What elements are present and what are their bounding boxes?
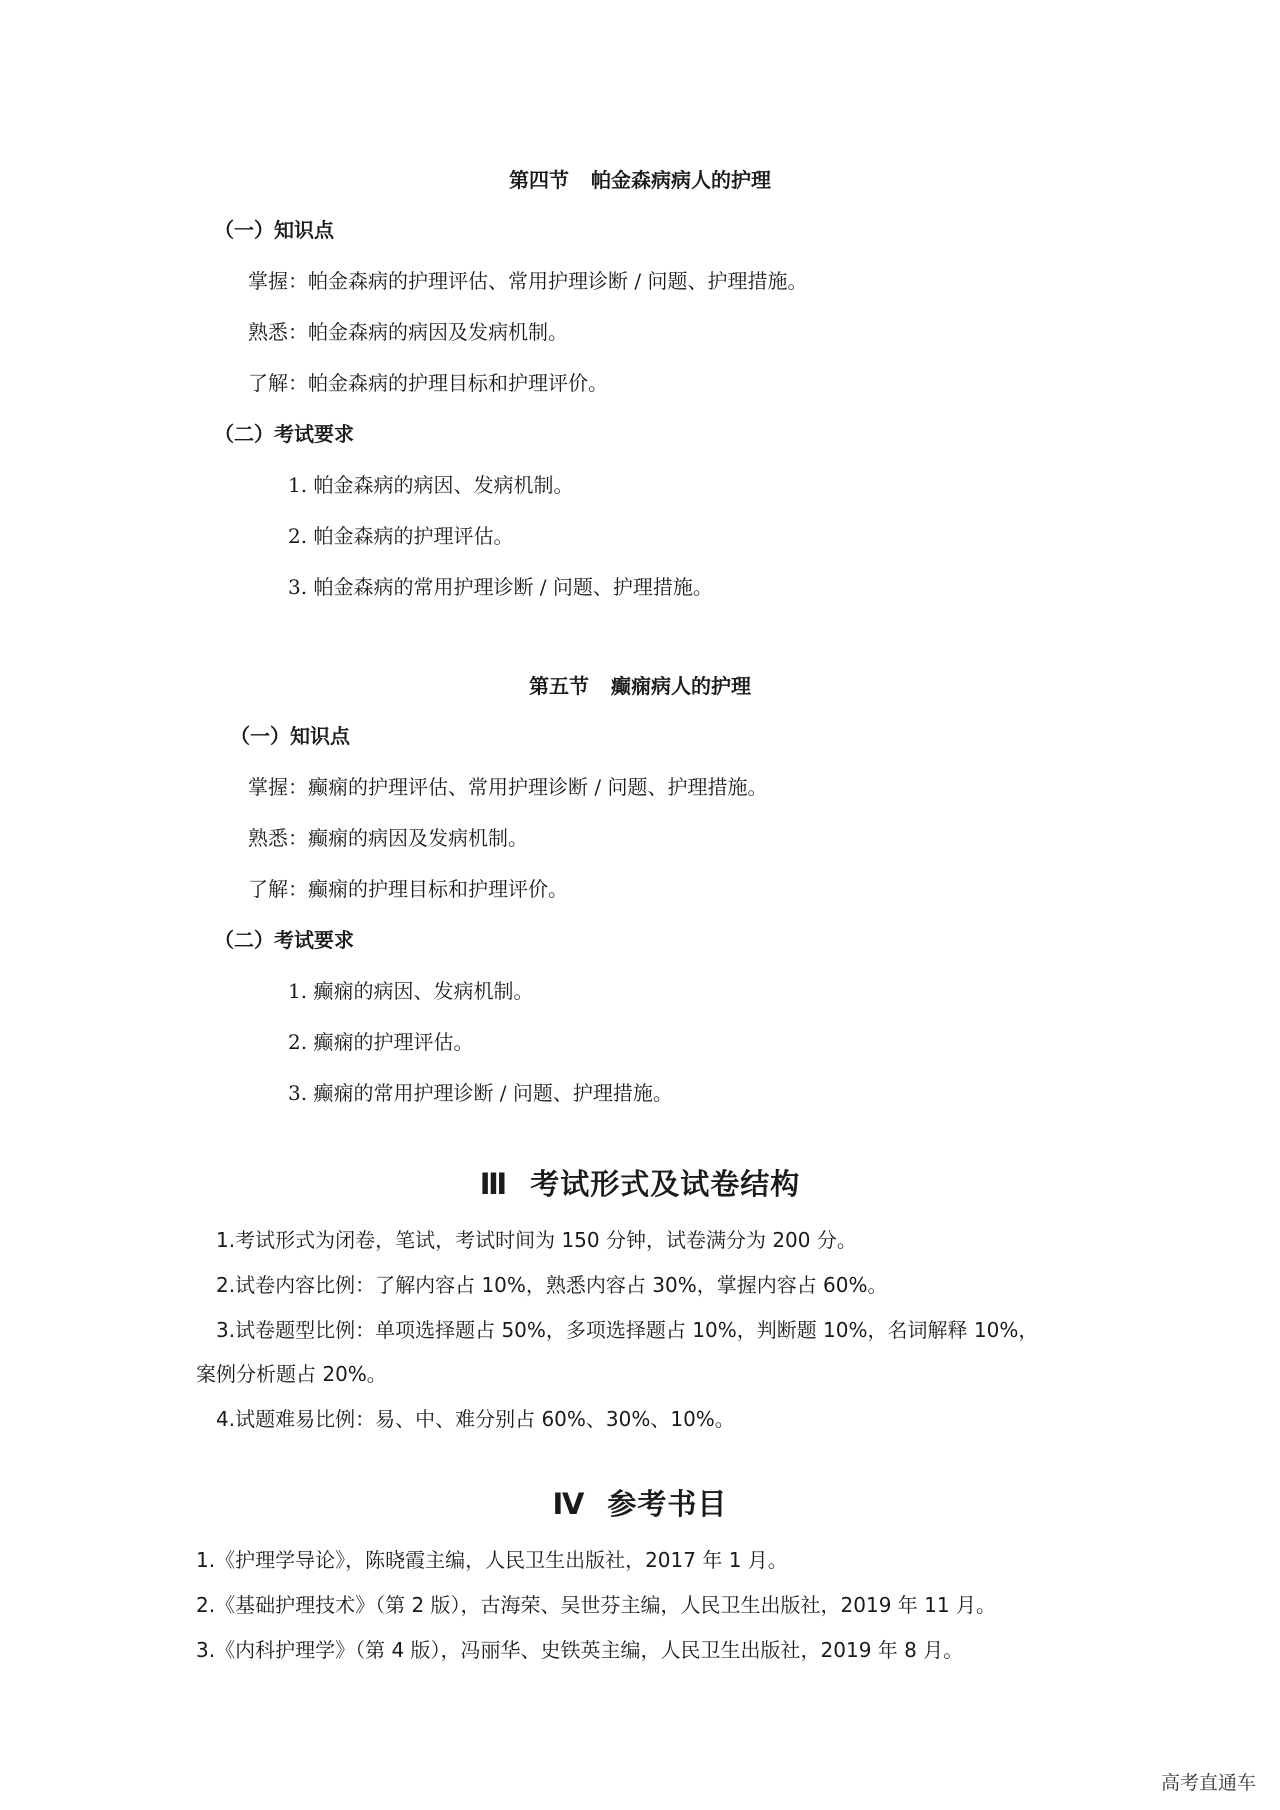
reference-item: 2.《基础护理技术》（第 2 版），古海荣、吴世芬主编，人民卫生出版社，2019 年 11 月。	[196, 1593, 996, 1617]
chapter4-title	[0, 1484, 1280, 1524]
section4-exam-item: 3. 帕金森病的常用护理诊断 / 问题、护理措施。	[288, 575, 713, 599]
section5-exam-item: 3. 癫痫的常用护理诊断 / 问题、护理措施。	[288, 1081, 673, 1105]
section5-title-num: 第五节	[529, 674, 589, 698]
section5-knowledge-heading: （一）知识点	[230, 724, 350, 748]
chapter4-num: Ⅳ	[552, 1487, 586, 1521]
section5-title	[0, 672, 1280, 700]
section5-knowledge-item: 掌握：癫痫的护理评估、常用护理诊断 / 问题、护理措施。	[248, 775, 768, 799]
reference-item: 1.《护理学导论》，陈晓霞主编，人民卫生出版社，2017 年 1 月。	[196, 1548, 788, 1572]
chapter3-item: 1.考试形式为闭卷，笔试，考试时间为 150 分钟，试卷满分为 200 分。	[216, 1228, 857, 1252]
chapter3-title	[0, 1164, 1280, 1204]
chapter3-item-continued: 案例分析题占 20%。	[196, 1362, 387, 1386]
chapter3-item: 4.试题难易比例：易、中、难分别占 60%、30%、10%。	[216, 1407, 735, 1431]
section5-title-text: 癫痫病人的护理	[611, 674, 751, 698]
section5-exam-heading: （二）考试要求	[214, 928, 354, 952]
chapter3-item: 3.试卷题型比例：单项选择题占 50%，多项选择题占 10%，判断题 10%，名词解释 10%，	[216, 1318, 1039, 1342]
section4-knowledge-item: 了解：帕金森病的护理目标和护理评价。	[248, 371, 608, 395]
section4-knowledge-heading: （一）知识点	[214, 218, 334, 242]
chapter4-title-text: 参考书目	[607, 1487, 728, 1521]
section4-title-text: 帕金森病病人的护理	[591, 168, 771, 192]
section5-exam-item: 2. 癫痫的护理评估。	[288, 1030, 474, 1054]
section4-knowledge-item: 熟悉：帕金森病的病因及发病机制。	[248, 320, 568, 344]
section5-exam-item: 1. 癫痫的病因、发病机制。	[288, 979, 534, 1003]
reference-item: 3.《内科护理学》（第 4 版），冯丽华、史铁英主编，人民卫生出版社，2019 年 8 月。	[196, 1638, 964, 1662]
section4-exam-item: 1. 帕金森病的病因、发病机制。	[288, 473, 574, 497]
section4-title	[0, 166, 1280, 194]
section5-knowledge-item: 了解：癫痫的护理目标和护理评价。	[248, 877, 568, 901]
chapter3-item: 2.试卷内容比例：了解内容占 10%，熟悉内容占 30%，掌握内容占 60%。	[216, 1273, 888, 1297]
chapter3-title-text: 考试形式及试卷结构	[530, 1167, 801, 1201]
section4-exam-heading: （二）考试要求	[214, 422, 354, 446]
section4-title-num: 第四节	[509, 168, 569, 192]
section4-exam-item: 2. 帕金森病的护理评估。	[288, 524, 514, 548]
section5-knowledge-item: 熟悉：癫痫的病因及发病机制。	[248, 826, 528, 850]
footer-watermark: 高考直通车	[1160, 1772, 1256, 1794]
chapter3-num: Ⅲ	[479, 1167, 509, 1201]
section4-knowledge-item: 掌握：帕金森病的护理评估、常用护理诊断 / 问题、护理措施。	[248, 269, 808, 293]
